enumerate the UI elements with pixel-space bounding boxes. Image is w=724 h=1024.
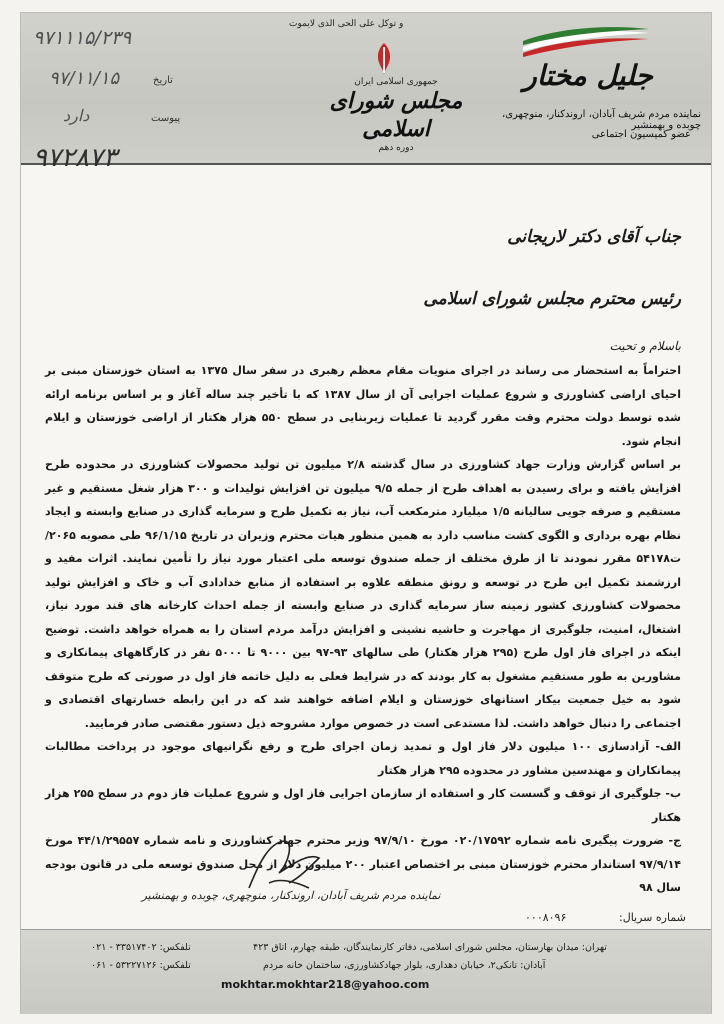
body-paragraph: بر اساس گزارش وزارت جهاد کشاورزی در سال گذشته ۲/۸ میلیون تن تولید محصولات کشاورزی در محدوده طرح افزایش یافته و برای رسیدن به اهداف طرح از جمله ۹/۵ میلیون تن افزایش تولیدات و ۳۰۰ هزار شغل مستقیم و غیر مستقیم و صرفه جویی سالیانه ۱/۵ میلیارد مترمکعب آب، نیاز به تکمیل طرح و سرمایه گذاری در صنایع وابسته و ایجاد نظام بهره برداری و الگوی کشت مناسب دارد به همین منظور هیات محترم وزیران در تاریخ ۹۶/۱/۱۵ طی مصوبه ۲۰۶۵/ت۵۴۱۷۸ مقرر نمودند تا از طرق مختلف از جمله صندوق توسعه ملی اعتبار مورد نیاز را تأمین نمایند. اثرات مفید و ارزشمند تکمیل این طرح در توسعه و رونق منطقه علاوه بر استفاده از منابع خدادادی آب و خاک و افزایش تولید محصولات کشاورزی کشور زمینه ساز سرمایه گذاری در صنایع وابسته از جمله احداث کارخانه های قند مورد نیاز، اشتغال، امنیت، جلوگیری از مهاجرت و حاشیه نشینی و افزایش درآمد مردم استان را به همراه خواهد داشت. توضیح اینکه در اجرای فاز اول طرح (۲۹۵ هزار هکتار) طی سالهای ۹۳-۹۷ بین ۹۰۰۰ تا ۵۰۰۰ نفر در کارگاههای پیمانکاری و مشاورین به طور مستقیم مشغول به کار بودند که در شرایط فعلی به دلیل خاتمه فاز اول در صورتی که طرح متوقف شود به خیل جمعیت بیکار استانهای خوزستان و ایلام اضافه خواهند شد که در این رابطه خسارتهای اقتصادی و اجتماعی را دنبال خواهد داشت. لذا مستدعی است در خصوص موارد مشروحه ذیل دستور مقتضی صادر فرمایید. (45, 458, 682, 730)
mp-committee: عضو کمیسیون اجتماعی (591, 129, 691, 140)
iran-emblem-icon (364, 39, 404, 79)
parliament-term: دوره دهم (378, 143, 414, 153)
letter-body (45, 359, 681, 900)
body-paragraph: احتراماً به استحضار می رساند در اجرای منویات مقام معظم رهبری در سفر سال ۱۳۷۵ به استان خوزستان مبنی بر احیای اراضی کشاورزی و شروع عملیات اجرایی آن از سال ۱۳۸۷ که با تأخیر چند ساله آغاز و بر اساس برنامه ارائه شده توسط دولت محترم وقت مقرر گردید تا عملیات زیربنایی در سطح ۵۵۰ هزار هکتار از اراضی خوزستان و ایلام انجام شود. (45, 364, 681, 448)
footer (21, 929, 711, 1014)
list-item: ب- جلوگیری از توقف و گسست کار و استفاده از سازمان اجرایی فاز اول و شروع عملیات فاز دوم در سطح ۲۵۵ هزار هکتار (45, 787, 682, 824)
date-value: ۹۷/۱۱/۱۵ (49, 68, 120, 89)
footer-tel-abadan: تلفکس: ۵۳۲۲۷۱۲۶ - ۰۶۱ (91, 960, 191, 971)
letter-page (20, 12, 712, 1014)
parliament-logo (321, 77, 471, 153)
footer-tel-tehran: تلفکس: ۳۳۵۱۷۴۰۲ - ۰۲۱ (91, 942, 191, 953)
letterhead (21, 13, 711, 165)
footer-address-tehran: تهران: میدان بهارستان، مجلس شورای اسلامی، دفاتر کارنمایندگان، طبقه چهارم، اتاق ۴۲۳ (253, 942, 607, 953)
list-item: ج- ضرورت پیگیری نامه شماره ۰۲۰/۱۷۵۹۲ مورخ ۹۷/۹/۱۰ وزیر محترم جهاد کشاورزی و نامه شماره ۴۴/۱/۲۹۵۵۷ مورخ ۹۷/۹/۱۴ استاندار محترم خوزستان مبنی بر اختصاص اعتبار ۲۰۰ میلیون دلار از محل صندوق توسعه ملی در قانون بودجه سال ۹۸ (45, 834, 681, 894)
attachment-label: پیوست (151, 113, 181, 124)
mp-description: نماینده مردم شریف آبادان، اروندکنار، منوچهری، چوبده و بهمنشیر (501, 109, 701, 131)
registry-number: ۹۷۲۸۷۳ (33, 143, 117, 173)
serial-number: ۰۰۰۸۰۹۶ (525, 911, 567, 924)
addressee-title: رئیس محترم مجلس شورای اسلامی (423, 289, 681, 309)
footer-email[interactable]: mokhtar.mokhtar218@yahoo.com (221, 978, 430, 991)
motto-text: و توکل علی الحی الذی لایموت (289, 19, 404, 29)
letter-number: ۹۷۱۱۱۵/۲۳۹ (33, 27, 132, 49)
list-item: الف- آزادسازی ۱۰۰ میلیون دلار فاز اول و تمدید زمان اجرای طرح و رفع نگرانیهای موجود در پرداخت مطالبات پیمانکاران و مهندسین مشاور در محدوده ۲۹۵ هزار هکتار (45, 740, 681, 777)
addressee: جناب آقای دکتر لاریجانی (507, 227, 681, 247)
attachment-value: دارد (63, 106, 90, 125)
parliament-name: مجلس شورای اسلامی (329, 88, 463, 142)
mp-name: جلیل مختار (523, 59, 653, 92)
signature-caption: نماینده مردم شریف آبادان، اروندکنار، منوچهری، چوبده و بهمنشیر (141, 889, 441, 902)
serial-label: شماره سریال: (619, 911, 686, 924)
date-label: تاریخ (153, 75, 173, 86)
parliament-subtitle: جمهوری اسلامی ایران (354, 77, 438, 87)
greeting: باسلام و تحیت (609, 339, 681, 353)
footer-address-abadan: آبادان: تانکی۲، خیابان دهداری، بلوار جهادکشاورزی، ساختمان خانه مردم (263, 960, 546, 971)
flag-swoosh-icon (521, 27, 651, 57)
